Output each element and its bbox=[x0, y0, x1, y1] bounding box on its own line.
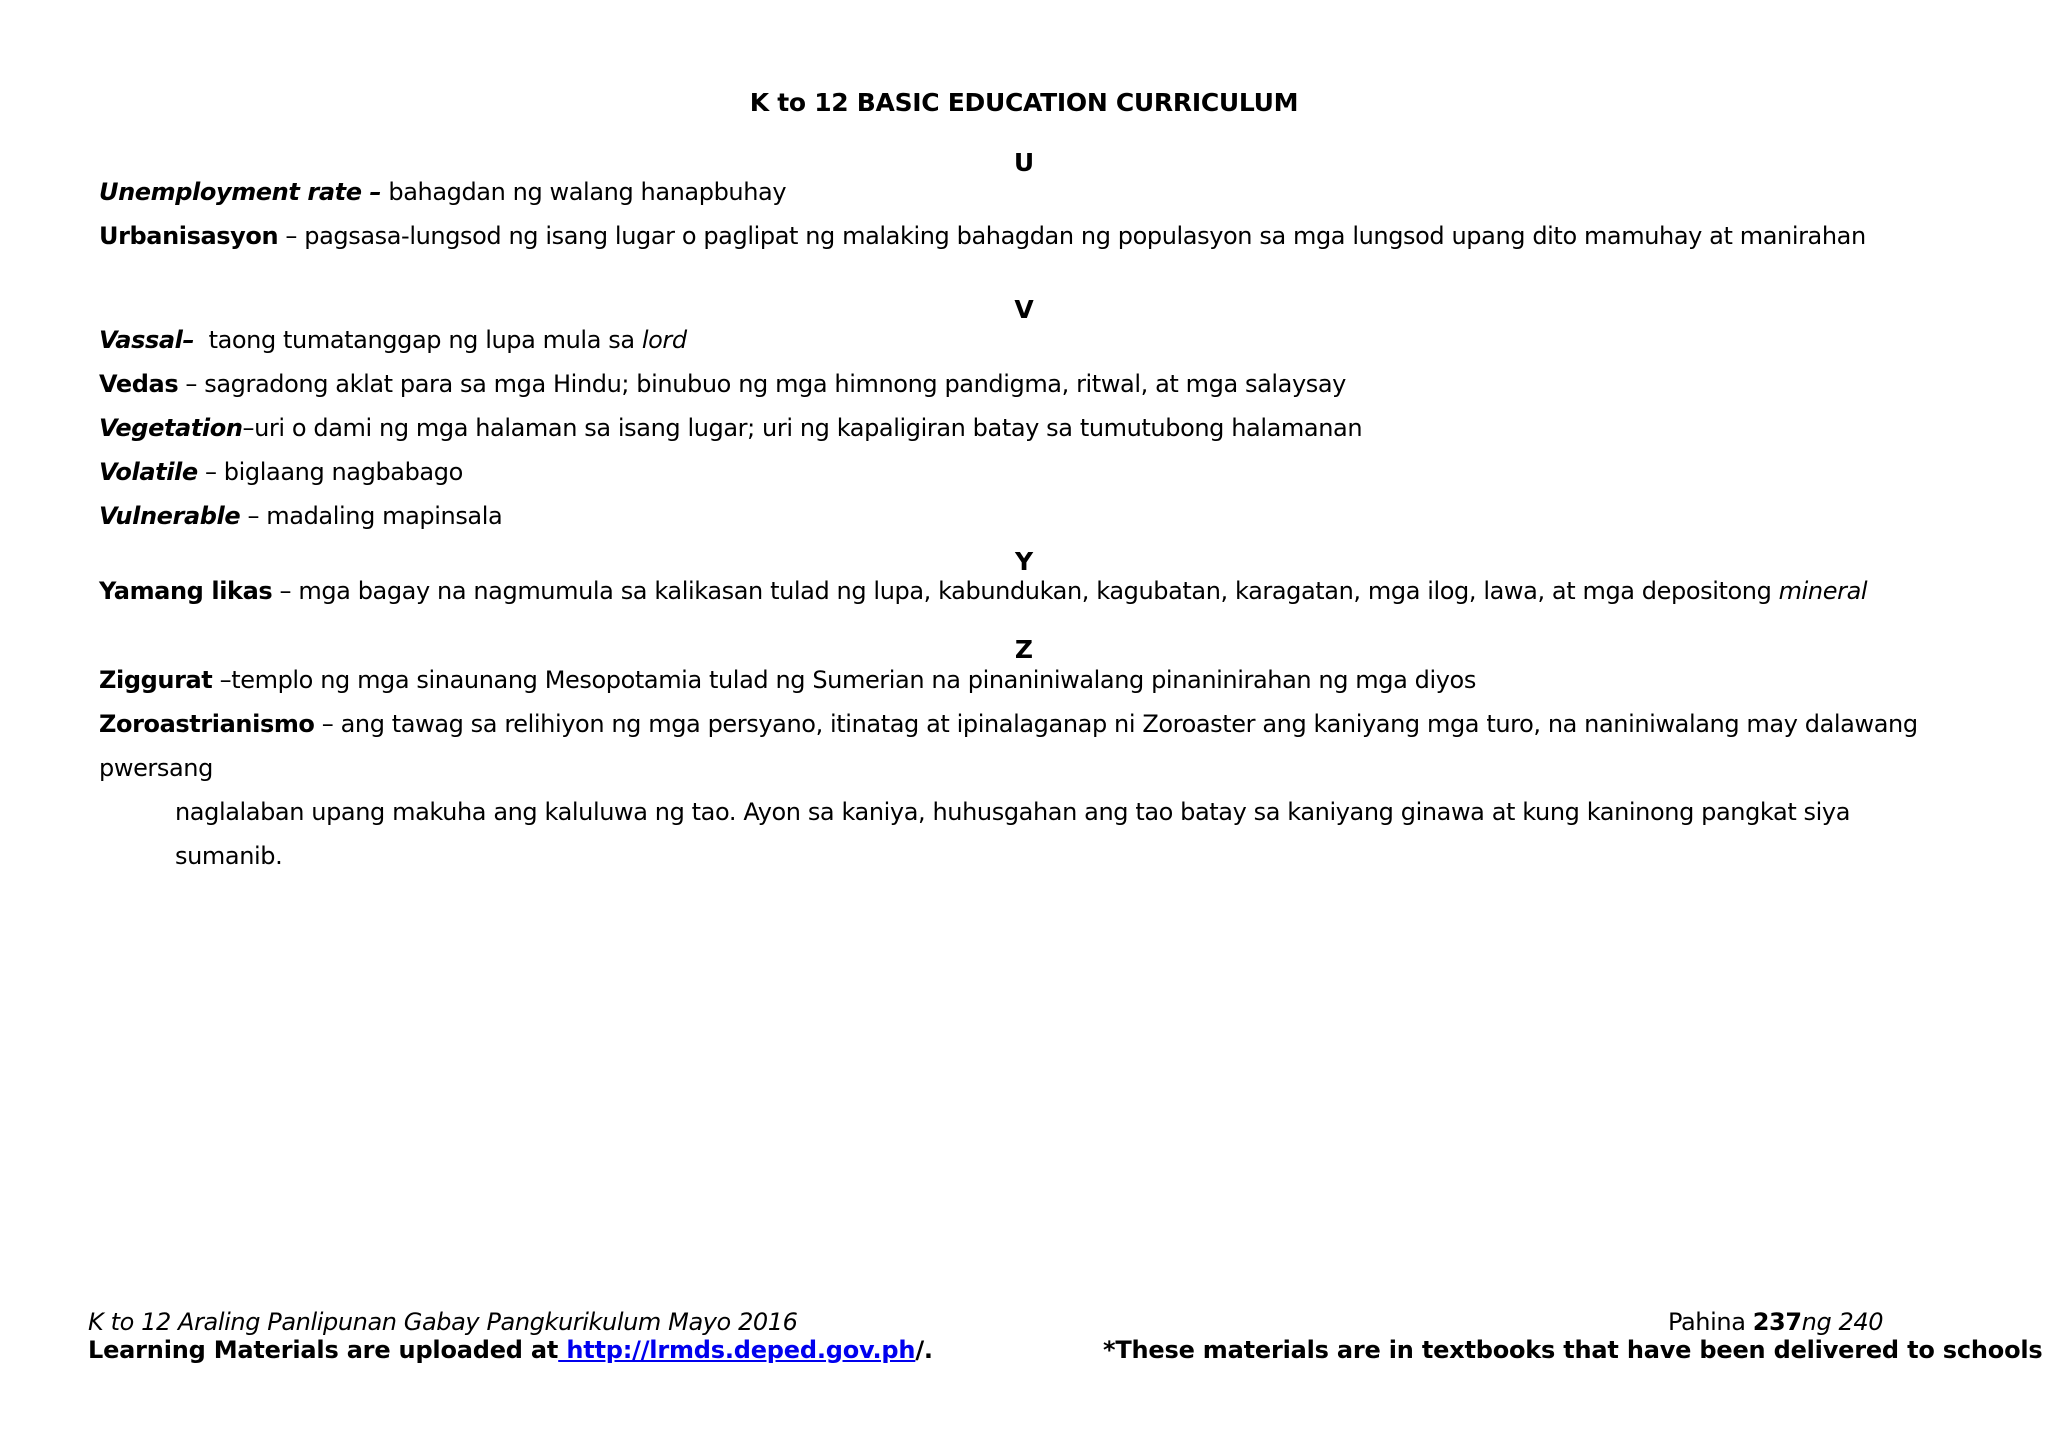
glossary-term: Urbanisasyon bbox=[99, 222, 279, 250]
glossary-definition-emphasis: mineral bbox=[1778, 577, 1868, 605]
section-letter-u: U bbox=[1013, 148, 1035, 177]
glossary-entry-vedas bbox=[99, 362, 1949, 406]
page-title: K to 12 BASIC EDUCATION CURRICULUM bbox=[749, 88, 1299, 117]
page-prefix: Pahina bbox=[1668, 1308, 1753, 1336]
glossary-definition-emphasis: lord bbox=[641, 326, 687, 354]
glossary-term: Volatile bbox=[99, 458, 198, 486]
glossary-term: Zoroastrianismo bbox=[99, 710, 315, 738]
glossary-definition: – ang tawag sa relihiyon ng mga persyano, itinatag at ipinalaganap ni Zoroaster ang kaniyang mga turo, na naniniwalang may dalawang pwersang bbox=[99, 710, 1918, 782]
footer-textbook-note: *These materials are in textbooks that have been delivered to schools bbox=[1103, 1336, 2043, 1364]
glossary-entry-vegetation bbox=[99, 406, 1949, 450]
glossary-entry-unemployment-rate bbox=[99, 170, 1949, 214]
glossary-term: Vegetation bbox=[99, 414, 243, 442]
glossary-term: Ziggurat bbox=[99, 666, 213, 694]
glossary-definition: –uri o dami ng mga halaman sa isang lugar; uri ng kapaligiran batay sa tumutubong halamanan bbox=[242, 414, 1363, 442]
section-letter-y: Y bbox=[1014, 547, 1034, 576]
glossary-term: Vedas bbox=[99, 370, 179, 398]
page-suffix: ng 240 bbox=[1801, 1308, 1884, 1336]
glossary-definition-continuation: naglalaban upang makuha ang kaluluwa ng tao. Ayon sa kaniya, huhusgahan ang tao batay sa kaniyang ginawa at kung kaninong pangkat siya sumanib. bbox=[175, 798, 1851, 870]
glossary-entry-urbanisasyon bbox=[99, 214, 1949, 258]
glossary-term: Vulnerable bbox=[99, 502, 241, 530]
glossary-term: Vassal– bbox=[99, 326, 195, 354]
glossary-term: Yamang likas bbox=[99, 577, 273, 605]
glossary-definition: – mga bagay na nagmumula sa kalikasan tulad ng lupa, kabundukan, kagubatan, karagatan, mga ilog, lawa, at mga depositong bbox=[272, 577, 1779, 605]
upload-suffix: /. bbox=[915, 1336, 933, 1364]
page-current: 237 bbox=[1752, 1308, 1802, 1336]
glossary-definition: bahagdan ng walang hanapbuhay bbox=[381, 178, 787, 206]
glossary-entry-ziggurat bbox=[99, 658, 1949, 702]
section-letter-v: V bbox=[1014, 295, 1034, 324]
glossary-definition: – biglaang nagbabago bbox=[197, 458, 463, 486]
section-letter-z: Z bbox=[1014, 635, 1034, 664]
footer-upload-note bbox=[88, 1333, 933, 1367]
glossary-definition: taong tumatanggap ng lupa mula sa bbox=[194, 326, 642, 354]
glossary-term: Unemployment rate – bbox=[99, 178, 382, 206]
glossary-entry-vassal bbox=[99, 318, 1949, 362]
glossary-entry-vulnerable bbox=[99, 494, 1949, 538]
footer-guide-title: K to 12 Araling Panlipunan Gabay Pangkurikulum Mayo 2016 bbox=[88, 1308, 798, 1336]
glossary-definition: – sagradong aklat para sa mga Hindu; binubuo ng mga himnong pandigma, ritwal, at mga salaysay bbox=[178, 370, 1346, 398]
glossary-entry-volatile bbox=[99, 450, 1949, 494]
glossary-entry-yamang-likas bbox=[99, 569, 1949, 613]
glossary-entry-zoroastrianismo bbox=[99, 702, 1949, 878]
upload-prefix: Learning Materials are uploaded at bbox=[88, 1336, 559, 1364]
lrmds-link[interactable]: http://lrmds.deped.gov.ph bbox=[558, 1336, 916, 1364]
glossary-definition: –templo ng mga sinaunang Mesopotamia tulad ng Sumerian na pinaniniwalang pinaninirahan ng mga diyos bbox=[212, 666, 1476, 694]
glossary-definition: – madaling mapinsala bbox=[240, 502, 503, 530]
glossary-definition: – pagsasa-lungsod ng isang lugar o paglipat ng malaking bahagdan ng populasyon sa mga lungsod upang dito mamuhay at manirahan bbox=[278, 222, 1866, 250]
